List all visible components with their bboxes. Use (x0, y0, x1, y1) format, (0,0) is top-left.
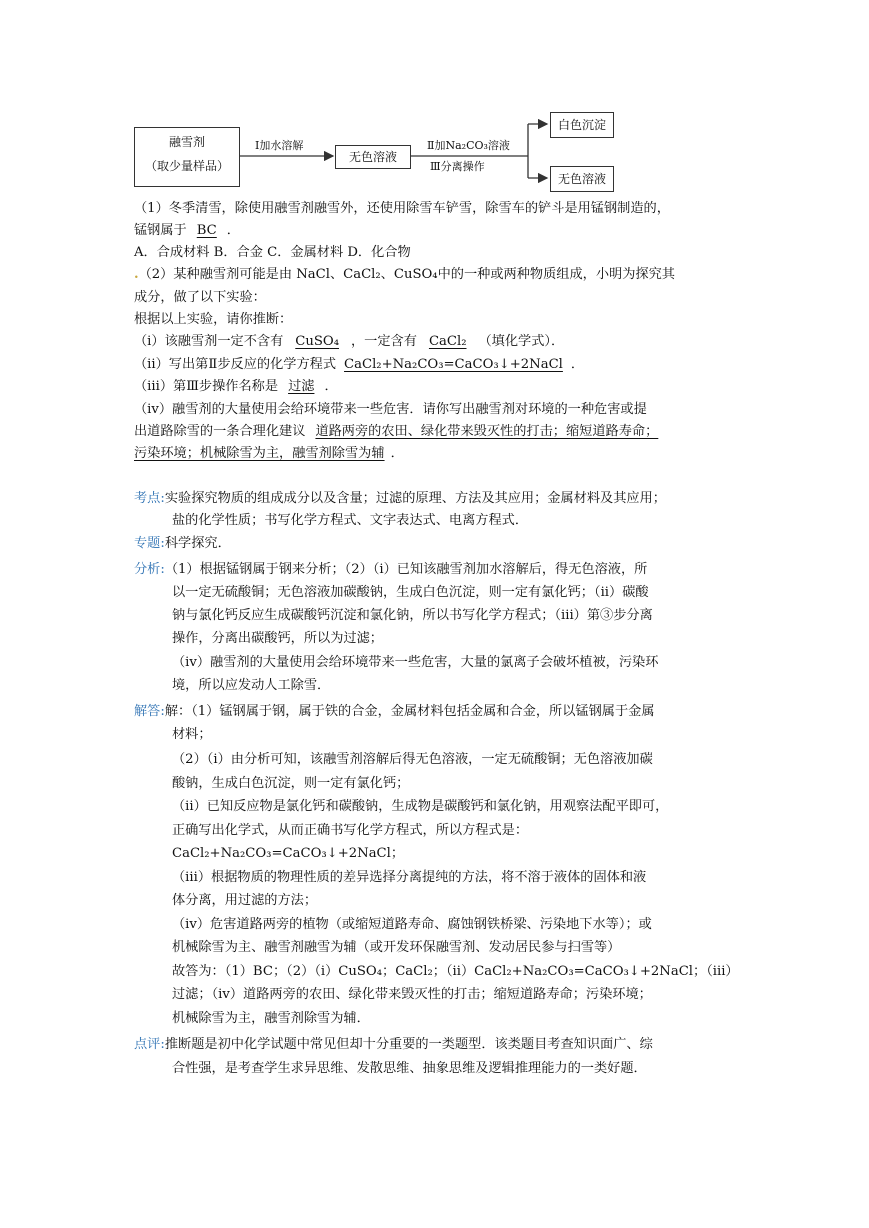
qiv-line3 (134, 445, 404, 463)
fenxi-tag: 分析: (134, 562, 165, 577)
colorless-solution-label: 无色溶液 (557, 172, 606, 186)
fenxi-line1 (134, 561, 647, 579)
jieda-line7: CaCl₂+Na₂CO₃=CaCO₃↓+2NaCl； (172, 846, 405, 861)
jieda-line3: （2）（i）由分析可知，该融雪剂溶解后得无色溶液，一定无硫酸铜；无色溶液加碳 (172, 752, 653, 767)
white-precipitate-label: 白色沉淀 (557, 118, 606, 132)
jieda-line14: 机械除雪为主，融雪剂除雪为辅． (172, 1011, 370, 1026)
qi-line (134, 333, 564, 351)
jieda-line12: 故答为：（1）BC；（2）（i）CuSO₄；CaCl₂；（ii）CaCl₂+Na₂CO₃=CaCO₃↓+2NaCl；（iii） (172, 964, 739, 979)
step3-label: Ⅲ分离操作 (430, 160, 485, 173)
zhuanti-tag: 专题: (134, 536, 165, 551)
qii-answer: CaCl₂+Na₂CO₃=CaCO₃↓+2NaCl (344, 357, 563, 372)
sample-box-subtitle: （取少量样品） (144, 159, 229, 173)
qi-mid: ，一定含有 (351, 334, 417, 349)
zhuanti-line (134, 535, 231, 553)
jieda-line4: 酸钠，生成白色沉淀，则一定有氯化钙； (172, 776, 410, 791)
kaodian-line1 (134, 490, 666, 508)
jieda-line5: （ii）已知反应物是氯化钙和碳酸钠，生成物是碳酸钙和氯化钠，用观察法配平即可， (172, 799, 669, 814)
q2-line3: 根据以上实验，请你推断： (134, 312, 293, 327)
q2-line2: 成分，做了以下实验： (134, 290, 266, 305)
solution-box (335, 145, 411, 169)
qii-suffix: ． (570, 357, 585, 372)
qii-line (134, 356, 584, 374)
fenxi-line4: 操作，分离出碳酸钙，所以为过滤； (172, 631, 383, 646)
dianping-tag: 点评: (134, 1037, 165, 1052)
qi-answer2: CaCl₂ (428, 334, 467, 349)
jieda-line2: 材料； (172, 727, 212, 742)
dianping-line2: 合性强，是考查学生求异思维、发散思维、抽象思维及逻辑推理能力的一类好题． (172, 1061, 647, 1076)
qiii-prefix: （iii）第Ⅲ步操作名称是 (134, 379, 279, 394)
kaodian-line2: 盐的化学性质；书写化学方程式、文字表达式、电离方程式． (172, 513, 529, 528)
kaodian-tag: 考点: (134, 491, 165, 506)
qiii-suffix: ． (324, 379, 338, 394)
qiv-answer-part2: 污染环境；机械除雪为主，融雪剂除雪为辅 (134, 446, 385, 461)
fenxi-line2: 以一定无硫酸铜；无色溶液加碳酸钠，生成白色沉淀，则一定有氯化钙；（ii）碳酸 (172, 585, 649, 600)
solution-box-label: 无色溶液 (348, 150, 397, 164)
dianping-line1 (134, 1036, 653, 1054)
q1-line2 (134, 222, 240, 240)
jieda-line9: 体分离，用过滤的方法； (172, 893, 318, 908)
fenxi-line5: （iv）融雪剂的大量使用会给环境带来一些危害，大量的氯离子会破坏植被，污染环 (172, 655, 659, 670)
jieda-tag: 解答: (134, 704, 165, 719)
qiii-answer: 过滤 (288, 379, 315, 394)
qi-suffix: （填化学式）． (478, 334, 565, 349)
qi-answer1: CuSO₄ (295, 334, 339, 349)
fenxi-line6: 境，所以应发动人工除雪． (172, 678, 331, 693)
jieda-text1: 解：（1）锰钢属于钢，属于铁的合金，金属材料包括金属和合金，所以锰钢属于金属 (164, 704, 655, 719)
step1-label: Ⅰ加水溶解 (255, 139, 304, 152)
q1-prefix: 锰钢属于 (134, 223, 187, 238)
qiv-suffix: ． (390, 446, 404, 461)
step2-suffix: 溶液 (487, 139, 510, 152)
qiv-prefix: 出道路除雪的一条合理化建议 (134, 424, 306, 439)
q1-answer: BC (196, 223, 217, 238)
jieda-line8: （iii）根据物质的物理性质的差异选择分离提纯的方法，将不溶于液体的固体和液 (172, 870, 647, 885)
qiv-answer-part1: 道路两旁的农田、绿化带来毁灭性的打击；缩短道路寿命； (315, 424, 659, 439)
fenxi-text1: （1）根据锰钢属于钢来分析；（2）（i）已知该融雪剂加水溶解后，得无色溶液，所 (164, 562, 648, 577)
white-precipitate-box (550, 112, 614, 138)
q2-line1: .（2）某种融雪剂可能是由 NaCl、CaCl₂、CuSO₄中的一种或两种物质组成，小明为探究其 (134, 267, 675, 282)
dianping-text1: 推断题是初中化学试题中常见但却十分重要的一类题型．该类题目考查知识面广、综 (164, 1037, 653, 1052)
step2-prefix: Ⅱ加 (427, 139, 446, 152)
zhuanti-text: 科学探究． (164, 536, 231, 551)
qiv-line1: （iv）融雪剂的大量使用会给环境带来一些危害．请你写出融雪剂对环境的一种危害或提 (134, 402, 647, 417)
jieda-line10: （iv）危害道路两旁的植物（或缩短道路寿命、腐蚀钢铁桥梁、污染地下水等）；或 (172, 917, 652, 932)
jieda-line6: 正确写出化学式，从而正确书写化学方程式，所以方程式是： (172, 823, 529, 838)
kaodian-text1: 实验探究物质的组成成分以及含量；过滤的原理、方法及其应用；金属材料及其应用； (164, 491, 666, 506)
jieda-line11: 机械除雪为主、融雪剂融雪为辅（或开发环保融雪剂、发动居民参与扫雪等） (172, 940, 621, 955)
step2-label (427, 139, 510, 153)
sample-box (134, 127, 240, 187)
qiv-line2 (134, 423, 660, 441)
q1-line1: （1）冬季清雪，除使用融雪剂融雪外，还使用除雪车铲雪，除雪车的铲斗是用锰钢制造的， (134, 201, 670, 216)
colorless-solution-box (550, 166, 614, 192)
jieda-line13: 过滤；（iv）道路两旁的农田、绿化带来毁灭性的打击；缩短道路寿命；污染环境； (172, 987, 652, 1002)
qii-prefix: （ii）写出第Ⅱ步反应的化学方程式 (134, 357, 337, 372)
step2-formula: Na₂CO₃ (445, 139, 488, 152)
fenxi-line3: 钠与氯化钙反应生成碳酸钙沉淀和氯化钠，所以书写化学方程式；（iii）第③步分离 (172, 608, 653, 623)
qi-prefix: （i）该融雪剂一定不含有 (134, 334, 284, 349)
qiii-line (134, 378, 338, 396)
q2-line1-text: （2）某种融雪剂可能是由 NaCl、CaCl₂、CuSO₄中的一种或两种物质组成，小明为探究其 (138, 267, 675, 282)
q1-options: A．合成材料 B．合金 C．金属材料 D．化合物 (134, 245, 411, 260)
jieda-line1 (134, 703, 655, 721)
sample-box-title: 融雪剂 (168, 135, 205, 149)
q1-suffix: ． (226, 223, 240, 238)
